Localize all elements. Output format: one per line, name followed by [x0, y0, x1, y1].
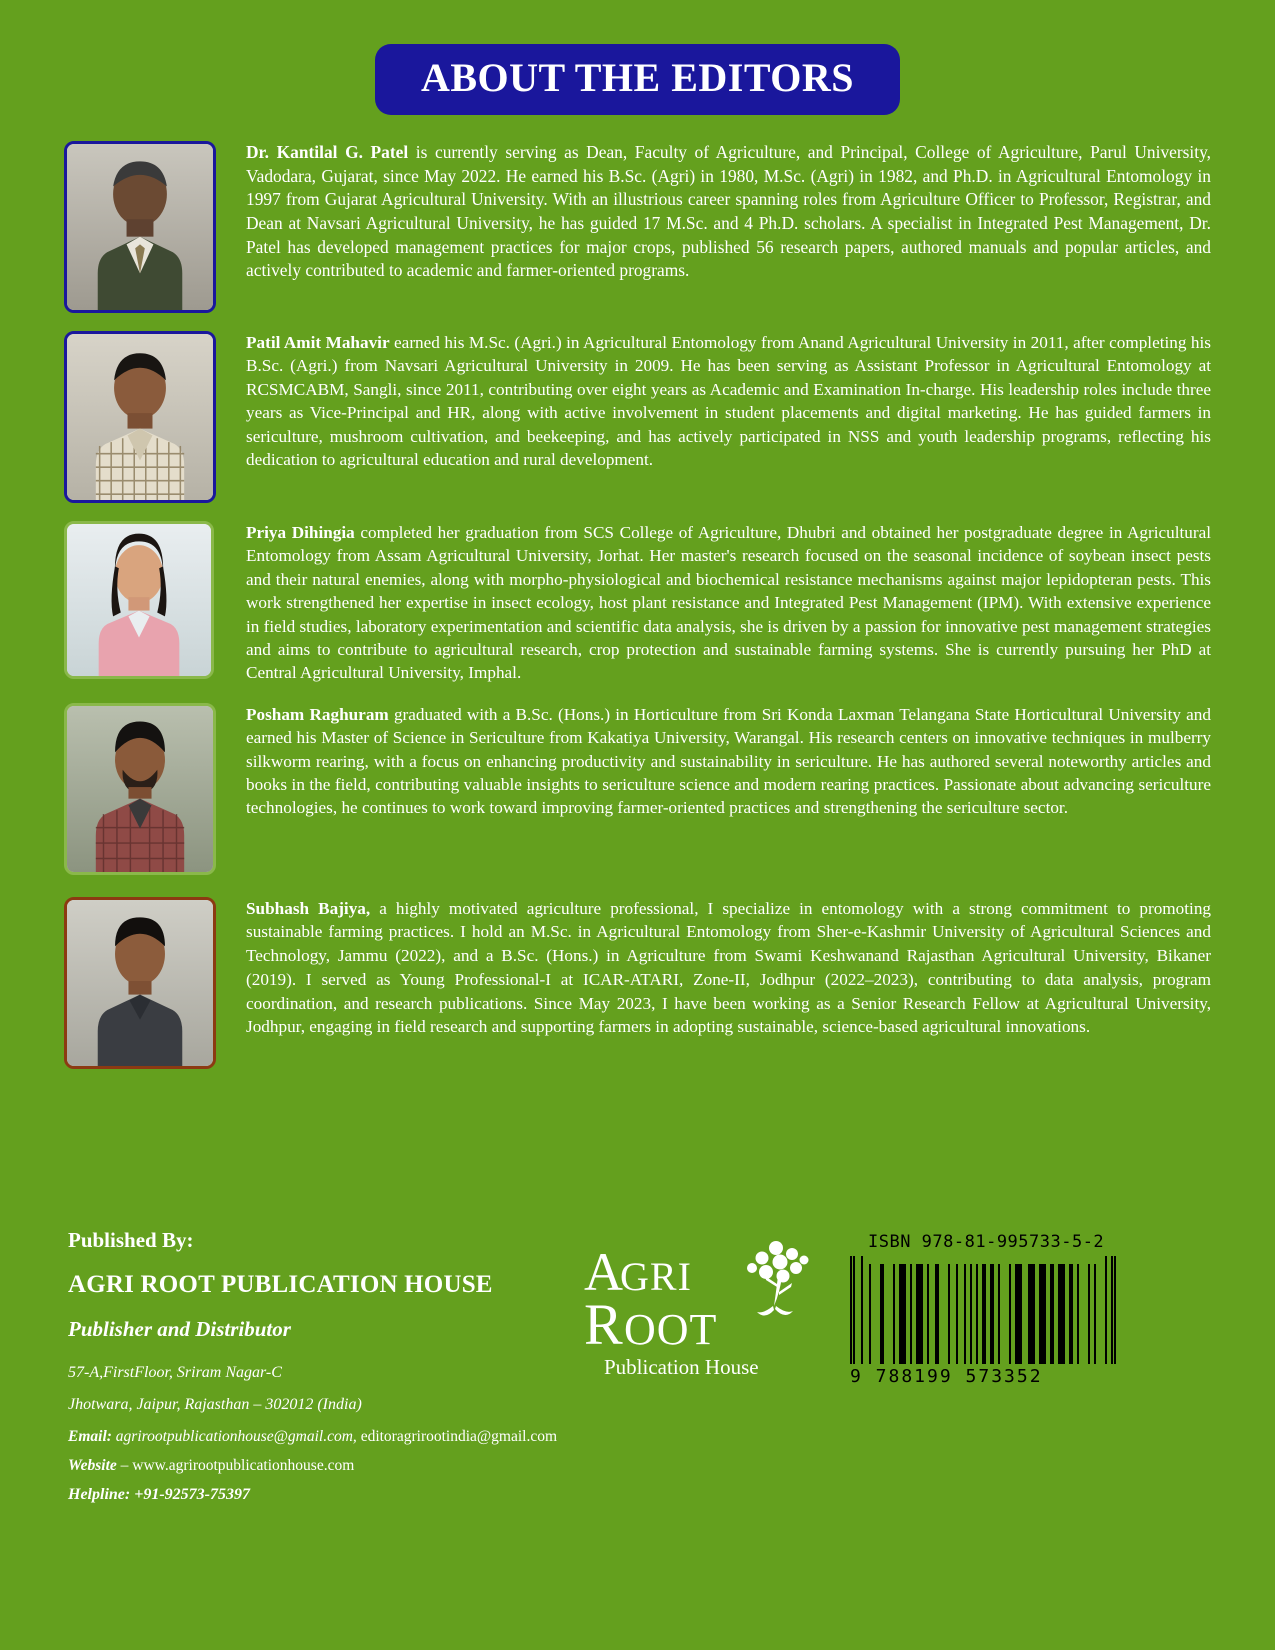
editor-entry — [64, 327, 1211, 503]
editor-name: Posham Raghuram — [246, 704, 389, 724]
published-by-label: Published By: — [68, 1228, 194, 1252]
publisher-website-row — [68, 1457, 560, 1475]
editor-photo — [64, 897, 216, 1069]
publisher-info — [60, 1218, 560, 1504]
portrait-photo-icon — [67, 524, 211, 676]
editor-photo — [64, 521, 214, 679]
editor-photo-column — [64, 137, 246, 313]
helpline-label: Helpline: — [68, 1486, 131, 1503]
publisher-name: AGRI ROOT PUBLICATION HOUSE — [68, 1271, 493, 1298]
svg-text:A: A — [584, 1242, 624, 1302]
isbn-block — [850, 1218, 1215, 1387]
editor-bio-text: graduated with a B.Sc. (Hons.) in Horticulture from Sri Konda Laxman Telangana State Horticultural University and earned his Master of Science in Sericulture from Kakatiya University, Warangal. His research centers on innovative techniques in mulberry silkworm rearing, with a focus on enhancing productivity and sustainability in sericulture. He has authored several noteworthy articles and books in the field, contributing valuable insights to sericulture science and modern rearing practices. Passionate about advancing sericulture technologies, he continues to work toward improving farmer-oriented practices and strengthening the sericulture sector. — [246, 704, 1211, 818]
isbn-label: ISBN 978-81-995733-5-2 — [868, 1232, 1105, 1252]
portrait-photo-icon — [67, 144, 213, 310]
portrait-photo-icon — [67, 706, 213, 872]
editor-bio-text: completed her graduation from SCS College of Agriculture, Dhubri and obtained her postgraduate degree in Agricultural Entomology from Assam Agricultural University, Jorhat. Her master's research focused on the seasonal incidence of soybean insect pests and their natural enemies, along with morpho-physiological and biochemical resistance mechanisms against major lepidopteran pests. This work strengthened her expertise in insect ecology, host plant resistance and Integrated Pest Management (IPM). With extensive experience in field studies, laboratory experimentation and scientific data analysis, she is driven by a passion for innovative pest management strategies and aims to contribute to agricultural research, crop protection and sustainable farming systems. She is currently pursuing her PhD at Central Agricultural University, Imphal. — [246, 523, 1212, 683]
editor-photo-column — [64, 327, 246, 503]
publisher-address-line-1: 57-A,FirstFloor, Sriram Nagar-C — [68, 1364, 282, 1381]
publisher-helpline-row — [68, 1486, 560, 1504]
email-label: Email: — [68, 1428, 112, 1445]
editor-entry — [64, 893, 1211, 1069]
website-url[interactable]: – www.agrirootpublicationhouse.com — [120, 1457, 355, 1474]
editor-entry — [64, 517, 1211, 685]
editor-name: Dr. Kantilal G. Patel — [246, 142, 409, 162]
editor-bio — [246, 699, 1211, 820]
tree-icon — [747, 1241, 809, 1316]
editor-photo-column — [64, 893, 246, 1069]
email-address-secondary[interactable]: editoragrirootindia@gmail.com — [360, 1428, 558, 1445]
svg-text:GRI: GRI — [620, 1254, 692, 1299]
editor-bio-text: is currently serving as Dean, Faculty of Agriculture, and Principal, College of Agriculture, Parul University, Vadodara, Gujarat, since May 2022. He earned his B.Sc. (Agri) in 1980, M.Sc. (Agri) in 1982, and Ph.D. in Agricultural Entomology in 1997 from Gujarat Agricultural University. With an illustrious career spanning roles from Agriculture Officer to Professor, Registrar, and Dean at Navsari Agricultural University, he has guided 17 M.Sc. and 4 Ph.D. scholars. A specialist in Integrated Pest Management, Dr. Patel has developed management practices for major crops, published 56 research papers, authored manuals and popular articles, and actively contributed to academic and farmer-oriented programs. — [246, 142, 1211, 281]
email-address-primary[interactable]: agrirootpublicationhouse@gmail.com, — [115, 1428, 357, 1445]
editor-bio — [246, 517, 1211, 685]
editor-name: Priya Dihingia — [246, 523, 355, 542]
editor-bio — [246, 327, 1211, 471]
editor-photo-column — [64, 517, 246, 679]
editor-bio-text: earned his M.Sc. (Agri.) in Agricultural Entomology from Anand Agricultural University in 2011, after completing his B.Sc. (Agri.) from Navsari Agricultural University in 2009. He has been serving as Assistant Professor in Agricultural Entomology at RCSMCABM, Sangli, since 2011, contributing over eight years as Academic and Examination In-charge. His leadership roles include three years as Vice-Principal and HR, along with active involvement in student placements and digital marketing. He has guided farmers in sericulture, mushroom cultivation, and beekeeping, and has actively participated in NSS and youth leadership programs, reflecting his dedication to agricultural education and rural development. — [246, 333, 1211, 469]
portrait-photo-icon — [67, 900, 213, 1066]
barcode-bars — [850, 1256, 1215, 1364]
svg-text:OOT: OOT — [624, 1305, 718, 1354]
editor-photo-column — [64, 699, 246, 875]
svg-text:Publication House: Publication House — [604, 1355, 759, 1379]
agri-root-logo-icon — [580, 1228, 830, 1388]
agri-root-logo — [580, 1228, 830, 1388]
publisher-logo-column — [560, 1218, 850, 1388]
editor-photo — [64, 141, 216, 313]
barcode-digits: 9 788199 573352 — [850, 1366, 1043, 1387]
editor-name: Subhash Bajiya, — [246, 898, 371, 918]
editor-bio — [246, 893, 1211, 1039]
editor-photo — [64, 331, 216, 503]
portrait-photo-icon — [67, 334, 213, 500]
footer-grid — [60, 1218, 1215, 1504]
isbn-barcode — [850, 1256, 1215, 1387]
editor-entry — [64, 699, 1211, 875]
about-the-editors-banner — [375, 44, 900, 115]
footer — [0, 1218, 1275, 1650]
helpline-number[interactable]: +91-92573-75397 — [134, 1486, 250, 1503]
title-banner-wrap — [0, 0, 1275, 115]
svg-text:R: R — [584, 1292, 624, 1357]
page-title: ABOUT THE EDITORS — [420, 55, 855, 100]
publisher-address-line-2: Jhotwara, Jaipur, Rajasthan – 302012 (India) — [68, 1396, 362, 1413]
editor-bio-text: a highly motivated agriculture professional, I specialize in entomology with a strong commitment to promoting sustainable farming practices. I hold an M.Sc. in Agricultural Entomology from Sher-e-Kashmir University of Agricultural Sciences and Technology, Jammu (2022), and a B.Sc. (Hons.) in Agriculture from Swami Keshwanand Rajasthan Agricultural University, Bikaner (2019). I served as Young Professional-I at ICAR-ATARI, Zone-II, Jodhpur (2022–2023), contributing to data analysis, program coordination, and research publications. Since May 2023, I have been working as a Senior Research Fellow at Agricultural University, Jodhpur, engaging in field research and supporting farmers in adopting sustainable, science-based agricultural innovations. — [246, 898, 1212, 1037]
publisher-email-row — [68, 1428, 560, 1446]
website-label: Website — [68, 1457, 117, 1474]
editor-entry — [64, 137, 1211, 313]
editors-list — [0, 115, 1275, 1069]
publisher-role: Publisher and Distributor — [68, 1317, 291, 1341]
editor-name: Patil Amit Mahavir — [246, 333, 390, 352]
editor-photo — [64, 703, 216, 875]
editor-bio — [246, 137, 1211, 283]
